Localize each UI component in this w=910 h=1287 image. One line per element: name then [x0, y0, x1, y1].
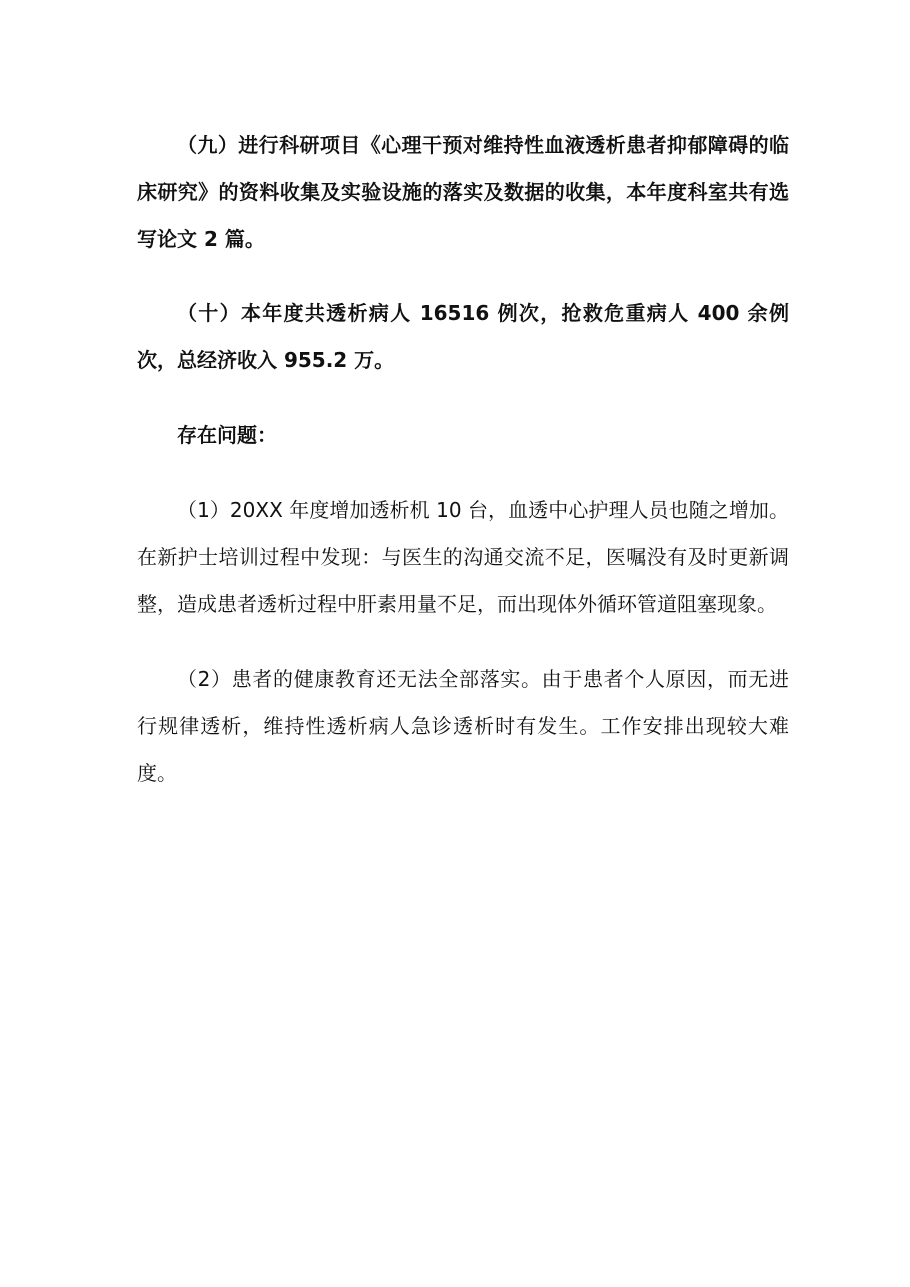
paragraph-issue-1: （1）20XX 年度增加透析机 10 台，血透中心护理人员也随之增加。在新护士培训过程中发现：与医生的沟通交流不足，医嘱没有及时更新调整，造成患者透析过程中肝素用量不足，而出现体外循环管道阻塞现象。	[137, 498, 789, 616]
issues-heading: 存在问题：	[177, 423, 277, 447]
document-body	[137, 122, 789, 797]
paragraph-issue-2: （2）患者的健康教育还无法全部落实。由于患者个人原因，而无进行规律透析，维持性透析病人急诊透析时有发生。工作安排出现较大难度。	[137, 667, 789, 785]
paragraph-item-9: （九）进行科研项目《心理干预对维持性血液透析患者抑郁障碍的临床研究》的资料收集及实验设施的落实及数据的收集，本年度科室共有选写论文 2 篇。	[137, 133, 789, 251]
paragraph-item-10: （十）本年度共透析病人 16516 例次，抢救危重病人 400 余例次，总经济收入 955.2 万。	[137, 301, 789, 372]
